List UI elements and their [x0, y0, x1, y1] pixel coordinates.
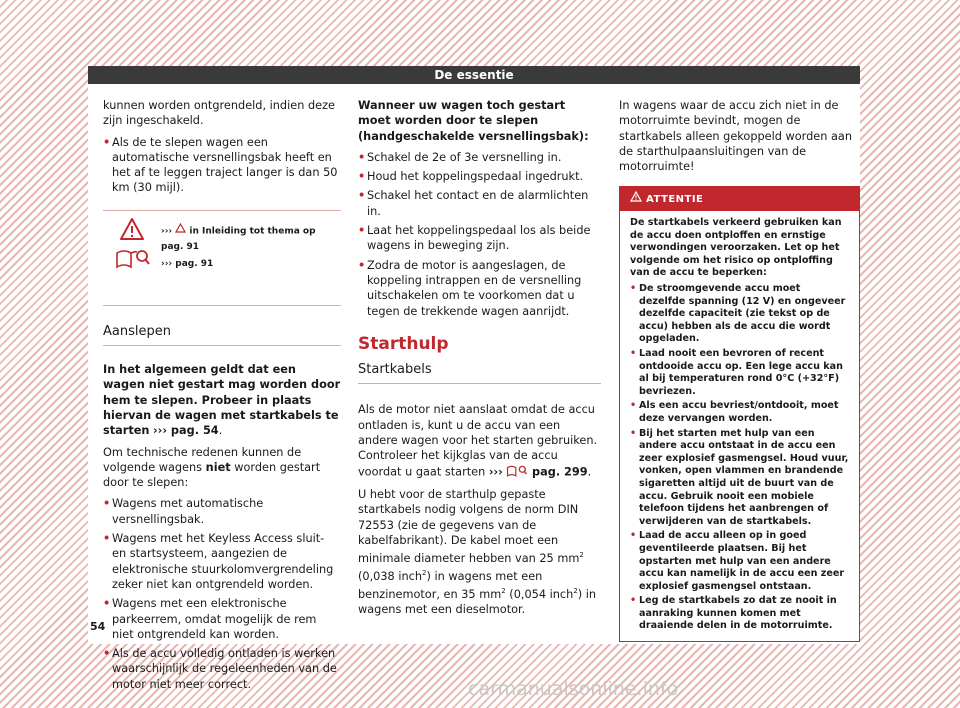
section-title-aanslepen: Aanslepen	[103, 324, 341, 346]
bold-heading: Wanneer uw wagen toch gestart moet worden door te slepen (handgeschakelde versnellingsbak):	[358, 99, 589, 143]
book-magnifier-icon	[506, 464, 528, 481]
list-item: • De stroomgevende accu moet dezelfde spanning (12 V) en ongeveer dezelfde capaciteit (zie tekst op de accu) hebben als de accu die wordt opgeladen.	[630, 283, 849, 346]
list-item: • Wagens met een elektronische parkeerrem, omdat mogelijk de rem niet ontgrendeld kan worden.	[103, 596, 341, 642]
motor-paragraph: In wagens waar de accu zich niet in de motorruimte bevindt, mogen de startkabels alleen gekoppeld worden aan de starthulpaansluitingen van de motorruimte!	[619, 99, 853, 174]
reference-warning[interactable]	[161, 223, 341, 255]
list-item: • Bij het starten met hulp van een andere accu ontstaat in de accu een zeer explosief gasmengsel. Houd vuur, vonken, open vlammen en brandende sigaretten altijd uit de buurt van de accu. Gebruik nooit een mobiele telefoon tijdens het aanbrengen of verwijderen van de startkabels.	[630, 428, 849, 529]
list-item: • Schakel het contact en de alarmlichten in.	[358, 188, 601, 219]
list-item: • Als een accu bevriest/ontdooit, moet deze vervangen worden.	[630, 400, 849, 425]
list-item: • Zodra de motor is aangeslagen, de koppeling intrappen en de versnelling uitschakelen om te voorkomen dat u tegen de trekkende wagen aanrijdt.	[358, 258, 601, 319]
attention-intro: De startkabels verkeerd gebruiken kan de accu doen ontploffen en ernstige verwondingen veroorzaken. Let op het volgende om het risico op ontploffing van de accu te beperken:	[630, 217, 842, 279]
attention-title: ATTENTIE	[645, 194, 704, 206]
reference-page[interactable]	[161, 257, 213, 272]
attention-body	[620, 211, 859, 641]
list-item: • Als de accu volledig ontladen is werken waarschijnlijk de regeleenheden van de motor niet meer correct.	[103, 646, 341, 692]
reference-box	[103, 210, 341, 306]
attention-box	[619, 186, 860, 642]
column-2	[358, 98, 601, 624]
intro-text: kunnen worden ontgrendeld, indien deze zijn ingeschakeld.	[103, 99, 335, 128]
column-3	[619, 98, 860, 642]
list-item: • Laad de accu alleen op in goed geventileerde plaatsen. Bij het opstarten met hulp van een andere accu kan namelijk in de accu een zeer explosief gasmengsel ontstaan.	[630, 530, 849, 593]
list-item: • Leg de startkabels zo dat ze nooit in aanraking kunnen komen met draaiende delen in de motorruimte.	[630, 595, 849, 633]
attention-header	[620, 187, 859, 211]
list-item: • Wagens met het Keyless Access sluit- en startsysteem, aangezien de elektronische stuurkolomvergrendeling zeker niet kan ontgrendeld worden.	[103, 531, 341, 592]
ref-page-text: pag. 91	[175, 258, 214, 269]
list-item: • Wagens met automatische versnellingsbak.	[103, 496, 341, 527]
list-item: • Laad nooit een bevroren of recent ontdooide accu op. Een lege accu kan al bij temperaturen rond 0°C (+32°F) bevriezen.	[630, 348, 849, 398]
cable-paragraph: U hebt voor de starthulp gepaste startkabels nodig volgens de norm DIN 72553 (zie de gegevens van de kabelfabrikant). De kabel moet een minimale diameter hebben van 25 $mm^2$ (0,038 inch$^2$) in wagens met een benzinemotor, en 35 $mm^2$ (0,054 inch$^2$) in wagens met een dieselmotor.	[358, 487, 597, 617]
bold-paragraph: In het algemeen geldt dat een wagen niet gestart mag worden door hem te slepen. Probeer in plaats hiervan de wagen met startkabels te starten ››› pag. 54.	[103, 363, 341, 438]
ref-warning-text: in Inleiding tot thema op pag. 91	[161, 226, 316, 252]
ref-arrows: ›››	[161, 258, 173, 269]
section-title-starthulp: Starthulp	[358, 333, 449, 354]
column-1	[103, 98, 341, 696]
list-item: • Schakel de 2e of 3e versnelling in.	[358, 150, 601, 165]
page-link[interactable]: ››› pag. 54	[153, 424, 219, 438]
page-header: De essentie	[88, 66, 860, 84]
page-number: 54	[90, 620, 106, 633]
small-warning-icon	[175, 223, 186, 239]
starthulp-paragraph: Als de motor niet aanslaat omdat de accu ontladen is, kunt u de accu van een andere wagen voor het starten gebruiken. Controleer het kijkglas van de accu voordat u gaat starten ››› pag. 299.	[358, 402, 601, 480]
book-magnifier-icon	[115, 247, 151, 273]
warning-triangle-icon	[119, 217, 145, 245]
ref-arrows: ›››	[488, 465, 503, 479]
list-item: • Als de te slepen wagen een automatische versnellingsbak heeft en het af te leggen traject langer is dan 50 km (30 mijl).	[103, 135, 341, 196]
page-link[interactable]: pag. 299	[532, 465, 588, 479]
ref-arrows: ›››	[161, 226, 173, 237]
subsection-title-startkabels: Startkabels	[358, 362, 601, 384]
warning-icon	[630, 191, 642, 207]
watermark: carmanualsonline.info	[468, 678, 679, 700]
reasons-paragraph: Om technische redenen kunnen de volgende wagens niet worden gestart door te slepen:	[103, 445, 321, 490]
list-item: • Houd het koppelingspedaal ingedrukt.	[358, 169, 601, 184]
list-item: • Laat het koppelingspedaal los als beide wagens in beweging zijn.	[358, 223, 601, 254]
